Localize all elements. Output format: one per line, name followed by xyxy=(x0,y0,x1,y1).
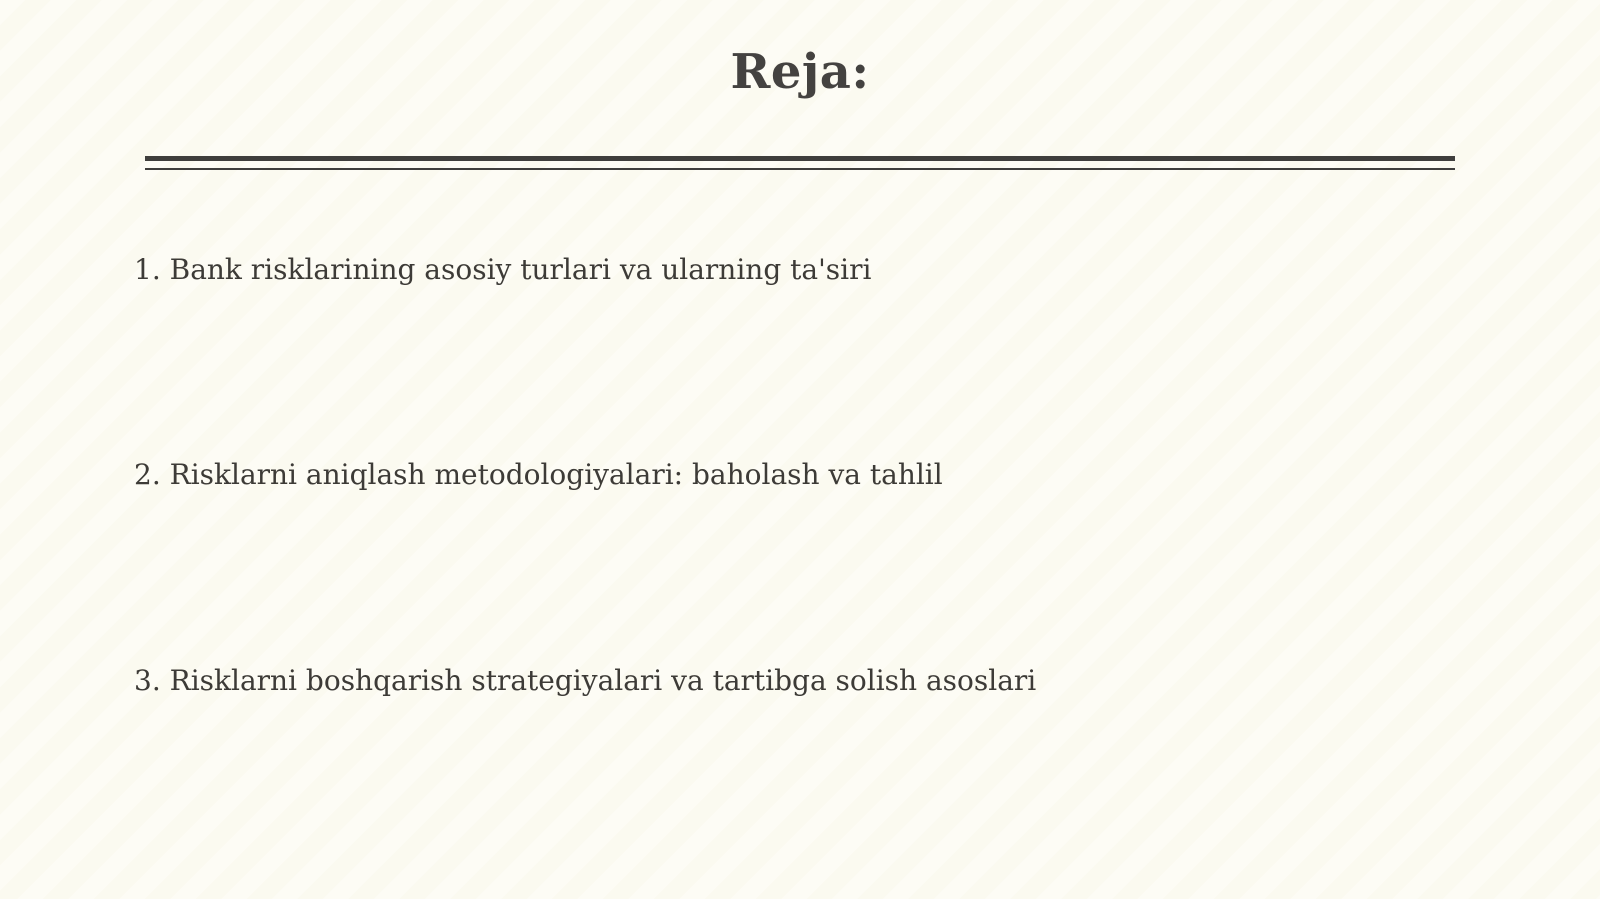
plan-item-3: 3. Risklarni boshqarish strategiyalari va tartibga solish asoslari xyxy=(134,664,1037,697)
plan-item-1: 1. Bank risklarining asosiy turlari va ularning ta'siri xyxy=(134,253,872,286)
plan-item-2: 2. Risklarni aniqlash metodologiyalari: baholash va tahlil xyxy=(134,458,943,491)
slide-title: Reja: xyxy=(730,44,870,100)
title-divider-thin xyxy=(145,168,1455,170)
title-divider-thick xyxy=(145,156,1455,161)
